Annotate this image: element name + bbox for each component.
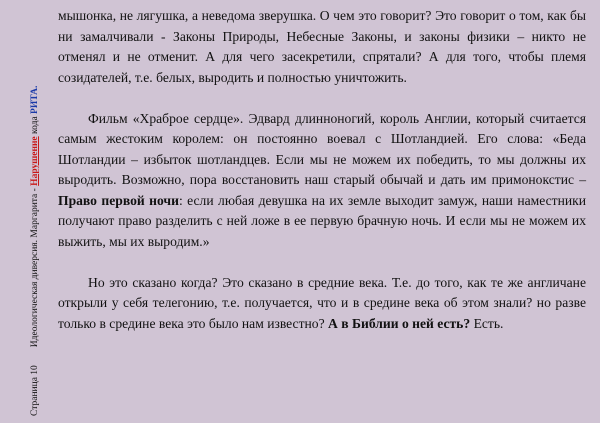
- page-number-label: Страница 10: [30, 365, 40, 416]
- paragraph-3: [58, 273, 586, 335]
- sidebar-header: [29, 6, 41, 416]
- paragraph-3-text-b: Есть.: [470, 315, 504, 331]
- paragraph-3-text-a: Но это сказано когда? Это сказано в средние века. Т.е. до того, как те же англичане открыли у себя телегонию, т.е. получается, что и в средине века об этом знали? но разве только в средине века это было нам известно?: [58, 274, 586, 331]
- document-body: [58, 6, 586, 355]
- violation-word: Нарушение: [30, 136, 40, 186]
- rita-word: РИТА.: [30, 85, 40, 114]
- code-word: кода: [30, 113, 40, 137]
- paragraph-2: [58, 109, 586, 253]
- paragraph-1: мышонка, не лягушка, а неведома зверушка. О чем это говорит? Это говорит о том, как бы ни замалчивали - Законы Природы, Небесные Законы, и законы физики – никто не отменял и не отменит. А для чего засекретили, спрятали? А для того, чтобы племя созидателей, т.е. белых, выродить и полностью уничтожить.: [58, 8, 586, 85]
- paragraph-2-text-a: Фильм «Храброе сердце». Эдвард длинноногий, король Англии, который считается самым жестоким королем: он постоянно воевал с Шотландией. Его слова: «Беда Шотландии – избыток шотландцев. Если мы не можем их победить, то мы должны их выродить. Возможно, пора восстановить наш старый обычай и дать им примонокстис –: [58, 110, 586, 187]
- paragraph-2-text-b: : если любая девушка на их земле выходит замуж, наши наместники получают право разделить с ней ложе в ее первую брачную ночь. И если мы не можем их выжить, мы их выродим.»: [58, 192, 587, 249]
- paragraph-2-bold: Право первой ночи: [58, 192, 179, 208]
- paragraph-3-bold: А в Библии о ней есть?: [328, 315, 471, 331]
- document-title: Идеологическая диверсия. Маргарита -: [30, 185, 40, 348]
- sidebar-rotated-text: [29, 6, 41, 416]
- page-sidebar: [14, 6, 44, 416]
